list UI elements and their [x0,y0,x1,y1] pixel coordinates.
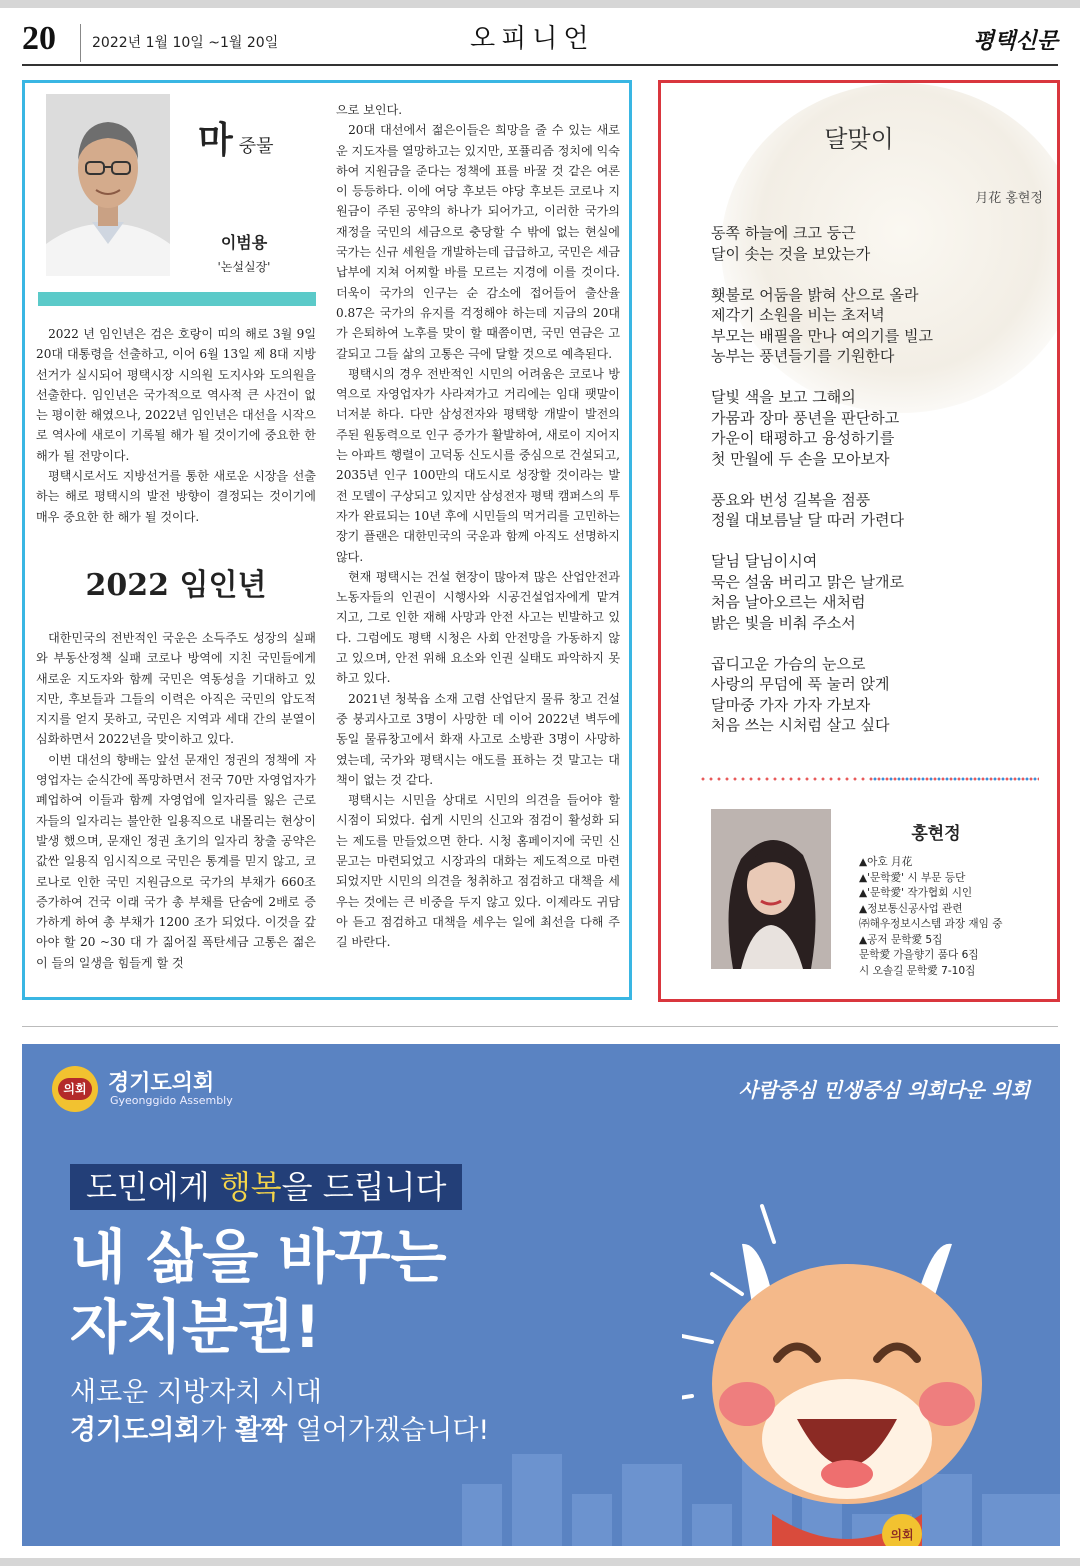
poem-stanza [711,387,1041,469]
poem-line: 가뭄과 장마 풍년을 판단하고 [711,408,900,427]
poem-line: 밝은 빛을 비춰 주소서 [711,613,856,632]
author-name: 이범용 [220,233,268,252]
bio-line: ▲'문학愛' 시 부문 등단 [859,871,966,884]
issue-date: 2022년 1월 10일 ~1월 20일 [92,35,279,51]
dotted-divider-accent [871,777,1041,781]
assembly-slogan: 사람중심 민생중심 의회다운 의회 [738,1078,1030,1102]
banner-subtitle: 새로운 지방자치 시대 [70,1377,322,1408]
bio-line: ▲아호 月花 [859,856,913,868]
poem-stanza [711,654,1041,736]
poem-stanza [711,551,1041,633]
poem-line: 부모는 배필을 만나 여의기를 빌고 [711,326,933,345]
poem-line: 제각기 소원을 비는 초저녁 [711,306,885,324]
section-divider [22,1026,1058,1027]
body-text-left [36,628,316,973]
page-header [0,14,1080,64]
paragraph: 이번 대선의 향배는 앞선 문재인 정권의 정책에 자영업자는 순식간에 폭망하면서 전국 70만 자영업자가 폐업하여 이들과 함께 자영업에 일자리를 잃은 근로자들의 일자리는 불안한 일용직으로 내몰리는 현상이 발생 했으며, 문재인 정권 초기의 일자리 창출 공약은 값싼 일용직 임시직으로 국민은 통계를 믿지 않고, 코로나로 인한 국민 지원금으로 국가의 부채가 660조 증가하여 건국 이래 국가 총 부채를 단숨에 2배로 증가하게 하여 총 부채가 1200 조가 되었다. 이것을 갚아야 할 20 ~30 대 가 짊어질 폭탄세금 고통은 젊은이 들의 일생을 힘들게 할 것 [36,752,316,970]
paragraph: 2022 년 임인년은 검은 호랑이 띠의 해로 3월 9일 20대 대통령을 선출하고, 이어 6월 13일 제 8대 지방선거가 실시되어 평택시장 시의원 도지사와 도의원을 선출한다. 임인년은 국가적으로 역사적 큰 사건이 없는 평이한 해였으나, 2022년 임인년은 대선을 시작으로 역사에 새로이 기록될 해가 될 것이기에 중요한 한 해가 될 전망이다. [36,327,316,463]
mascot-badge: 의회 [890,1528,914,1542]
cow-mascot-icon [682,1184,1022,1546]
assembly-name: 경기도의회 [108,1071,215,1096]
poem-line: 달빛 색을 보고 그해의 [711,388,856,406]
poem-line: 횃불로 어둠을 밝혀 산으로 올라 [711,285,919,304]
poem-line: 풍요와 번성 길복을 점풍 [711,490,871,509]
poem-line: 정월 대보름날 달 따러 가련다 [711,511,904,529]
author-photo [46,94,170,276]
column-title: 마중물 [198,119,274,161]
paragraph: 2021년 청북읍 소재 고렴 산업단지 물류 창고 건설 중 붕괴사고로 3명이 사망한 데 이어 2022년 벽두에 동일 물류창고에서 화재 사고로 소방관 3명이 사망하였는데, 국가와 평택시는 애도를 표하는 것 말고는 대책이 없는 것 같다. [336,691,620,787]
poem-line: 곱디고운 가슴의 눈으로 [711,654,866,673]
poem-line: 달이 솟는 것을 보았는가 [711,244,871,263]
poem-line: 달마중 가자 가자 가보자 [711,695,871,714]
bottom-rule [0,1558,1080,1566]
poem-line: 묵은 설움 버리고 맑은 날개로 [711,572,904,591]
poet-name: 홍현정 [911,824,961,844]
paragraph: 으로 보인다. [336,103,403,117]
poem-line: 가운이 태평하고 융성하기를 [711,429,895,447]
poem-line: 처음 쓰는 시처럼 살고 싶다 [711,716,890,734]
assembly-logo-icon: 의회 [52,1066,98,1112]
bio-line: 문학愛 가을향기 품다 6집 [859,949,979,961]
author-title: '논설실장' [217,260,271,274]
page-number: 20 [22,20,56,57]
banner-tagline: 도민에게 행복을 드립니다 [70,1164,462,1210]
paragraph: 20대 대선에서 젊은이들은 희망을 줄 수 있는 새로운 지도자를 열망하고는 있지만, 포퓰리즘 정치에 익숙하여 지원금을 준다는 정책에 표를 바꿀 것 같은 여론이 등등하다. 이에 여당 후보든 야당 후보든 코로나 지원금이 주된 공약의 하나가 되어가고, 이러한 국가의 재정을 국민의 세금으로 충당할 수 밖에 없는 현실에 국가는 신규 세원을 개발하는데 급급하고, 국민은 세금 납부에 지쳐 어찌할 바를 모르는 지경에 이를 것이다. 더욱이 국가의 인구는 순 감소에 접어들어 출산율 0.87은 국가의 유지를 걱정해야 하는데 지금의 20대가 은퇴하여 노후를 맞이 할 때쯤이면, 국민 연금은 고갈되고 그들 삶의 고통은 극에 달할 것으로 예측된다. [336,123,620,361]
poet-bio [859,855,1055,979]
poem-line: 농부는 풍년들기를 기원한다 [711,347,895,365]
poem-stanza [711,285,1041,367]
newspaper-logo: 평택신문 [972,29,1058,54]
body-text-right [336,100,620,952]
top-rule [0,0,1080,8]
header-rule [22,64,1058,66]
paragraph: 평택시는 시민을 상대로 시민의 의견을 들어야 할 시점이 되었다. 쉽게 시민의 신고와 점검이 활성화 되는 제도를 만들었으면 한다. 시청 홈페이지에 국민 신문고는 마련되었고 시장과의 대화는 제도적으로 마련되었지만 시민의 의견을 청취하고 점검하고 대책을 세우는 것에는 큰 비중을 두지 않고 있다. 이제라도 귀담아 듣고 점검하고 대책을 세우는 일에 최선을 다해 주길 바란다. [336,793,620,950]
poem-stanza [711,490,1041,531]
section-title: 오피니언 [470,24,595,54]
article-headline: 2022 임인년 [85,568,267,603]
paragraph: 대한민국의 전반적인 국운은 소득주도 성장의 실패와 부동산정책 실패 코로나 방역에 지친 국민들에게 새로운 지도자와 함께 국민은 역동성을 기대하고 있지만, 후보들과 그들의 이력은 아직은 국민의 압도적 지지를 얻지 못하고, 국민은 지역과 세대 간의 분열이 심화하면서 2022년을 맞이하고 있다. [36,631,316,747]
bio-line: ▲정보통신공사업 관련 [859,902,963,915]
poet-photo [711,809,831,969]
banner-headline: 내 삶을 바꾸는 자치분권! [70,1223,447,1361]
poem-line: 첫 만월에 두 손을 모아보자 [711,449,890,468]
poem-line: 달님 달님이시여 [711,552,818,570]
poem-box [658,80,1060,1002]
paragraph: 평택시의 경우 전반적인 시민의 어려움은 코로나 방역으로 자영업자가 사라져가고 거리에는 임대 팻말이 너저분 하다. 다만 삼성전자와 평택항 개발이 발전의 주된 원동력으로 인구 증가가 활발하여, 새로이 지어지는 아파트 행렬이 고덕동 신도시를 중심으로 건설되고, 2035년 인구 100만의 대도시로 성장할 것이라는 발전 모델이 구상되고 있지만 삼성전자 평택 캠퍼스의 투자가 완료되는 10년 후에 시민들의 먹거리를 고민하는 장기 플랜은 대한민국의 국운과 함께 아직도 선명하지 않다. [336,366,620,564]
bio-line: ▲공저 문학愛 5집 [859,933,943,946]
bio-line: 시 오솔길 문학愛 7-10집 [859,964,976,977]
paragraph: 평택시로서도 지방선거를 통한 새로운 시장을 선출하는 해로 평택시의 발전 방향이 결정되는 것이기에 매우 중요한 한 해가 될 것이다. [36,469,316,524]
intro-text [36,324,316,527]
accent-bar [38,292,316,306]
assembly-advertisement[interactable] [22,1044,1060,1546]
banner-subtitle-2: 경기도의회가 활짝 열어가겠습니다! [70,1415,490,1446]
poem-title: 달맞이 [824,125,894,153]
poem-body [711,223,1041,756]
poem-stanza [711,223,1041,264]
paragraph: 현재 평택시는 건설 현장이 많아져 많은 산업안전과 노동자들의 인권이 시행사와 시공건설업자에게 맡겨지고, 그로 인한 재해 사망과 안전 사고는 빈발하고 있다. 그럼에도 평택 시청은 사회 안전망을 가동하지 않고 있으며, 안전 위해 요소와 인권 실태도 파악하지 못하고 있다. [336,569,620,686]
header-divider [80,24,81,62]
poem-line: 처음 날아오르는 새처럼 [711,593,866,611]
bio-line: ㈜해우정보시스템 과장 재임 중 [859,918,1003,930]
assembly-name-english: Gyeonggido Assembly [110,1094,233,1107]
poem-author: 月花 홍현정 [975,191,1043,206]
poem-line: 사랑의 무덤에 푹 눌러 앉게 [711,675,890,693]
bio-line: ▲'문학愛' 작가협회 시인 [859,887,973,899]
poem-line: 동쪽 하늘에 크고 둥근 [711,224,856,242]
